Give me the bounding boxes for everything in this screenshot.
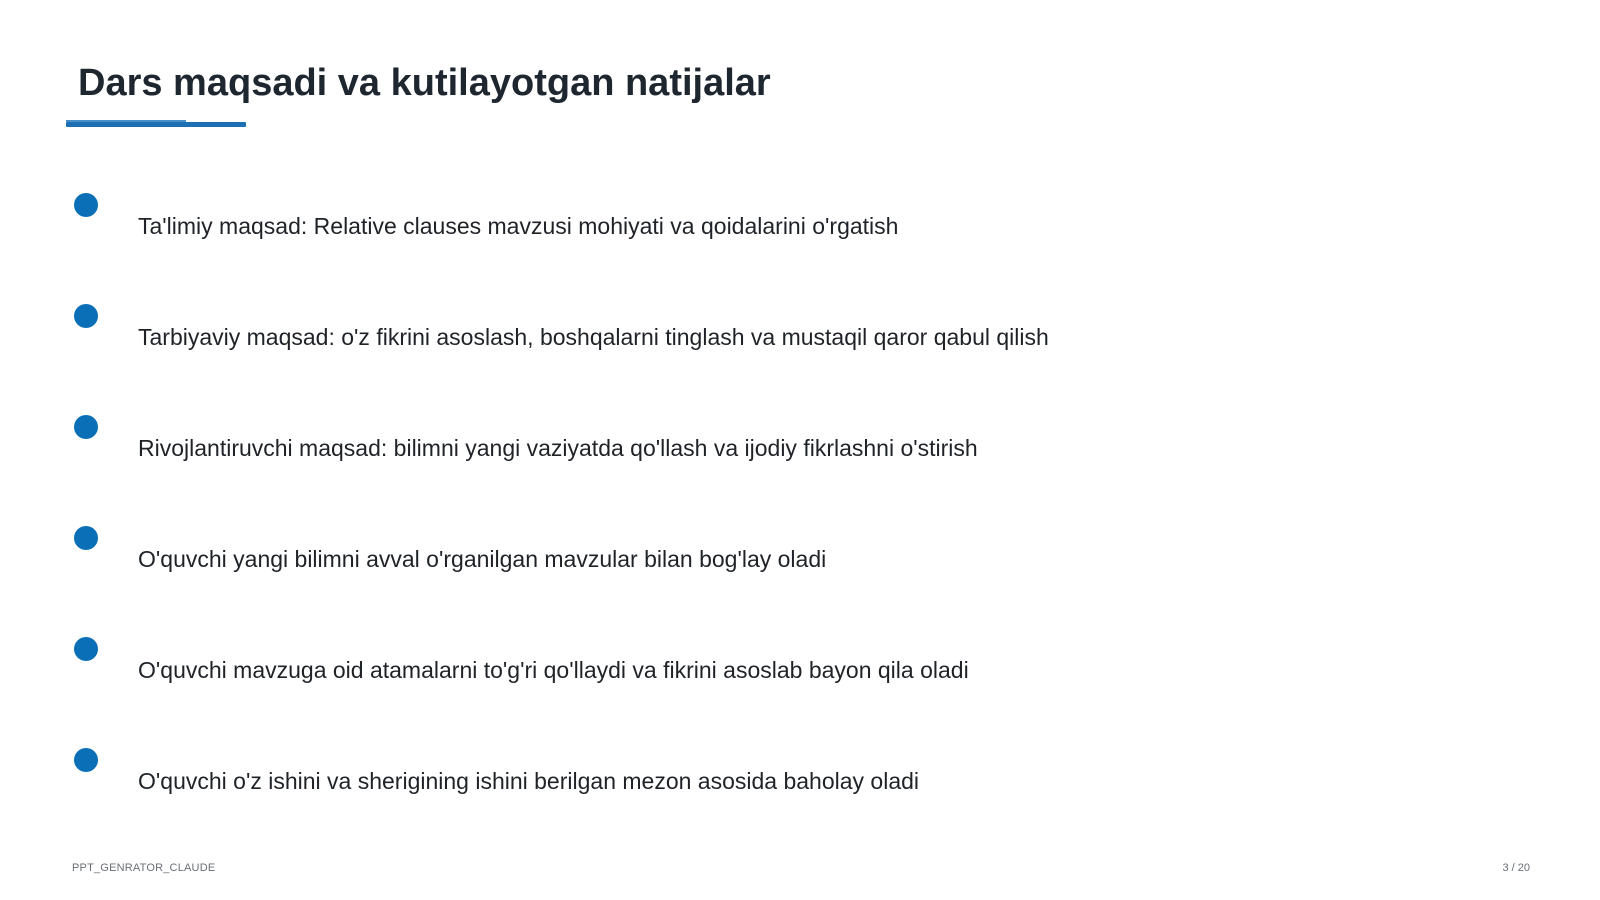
list-item	[0, 526, 1600, 586]
bullet-text: Rivojlantiruvchi maqsad: bilimni yangi vaziyatda qo'llash va ijodiy fikrlashni o'stirish	[138, 435, 978, 461]
footer-generator-label: PPT_GENRATOR_CLAUDE	[72, 862, 216, 874]
bullet-text: Ta'limiy maqsad: Relative clauses mavzusi mohiyati va qoidalarini o'rgatish	[138, 213, 899, 239]
bullet-dot-icon	[74, 637, 98, 661]
bullet-text: O'quvchi yangi bilimni avval o'rganilgan mavzular bilan bog'lay oladi	[138, 546, 827, 572]
bullet-dot-icon	[74, 415, 98, 439]
bullet-dot-icon	[74, 193, 98, 217]
bullet-dot-icon	[74, 304, 98, 328]
list-item	[0, 304, 1600, 364]
bullet-text: O'quvchi mavzuga oid atamalarni to'g'ri qo'llaydi va fikrini asoslab bayon qila oladi	[138, 657, 969, 683]
bullet-text: Tarbiyaviy maqsad: o'z fikrini asoslash, boshqalarni tinglash va mustaqil qaror qabul qilish	[138, 324, 1049, 350]
page-indicator: 3 / 20	[1502, 862, 1530, 874]
bullet-text: O'quvchi o'z ishini va sherigining ishini berilgan mezon asosida baholay oladi	[138, 768, 920, 794]
list-item	[0, 637, 1600, 697]
list-item	[0, 193, 1600, 253]
slide-title: Dars maqsadi va kutilayotgan natijalar	[78, 62, 771, 104]
bullet-dot-icon	[74, 748, 98, 772]
list-item	[0, 748, 1600, 808]
list-item	[0, 415, 1600, 475]
bullet-dot-icon	[74, 526, 98, 550]
